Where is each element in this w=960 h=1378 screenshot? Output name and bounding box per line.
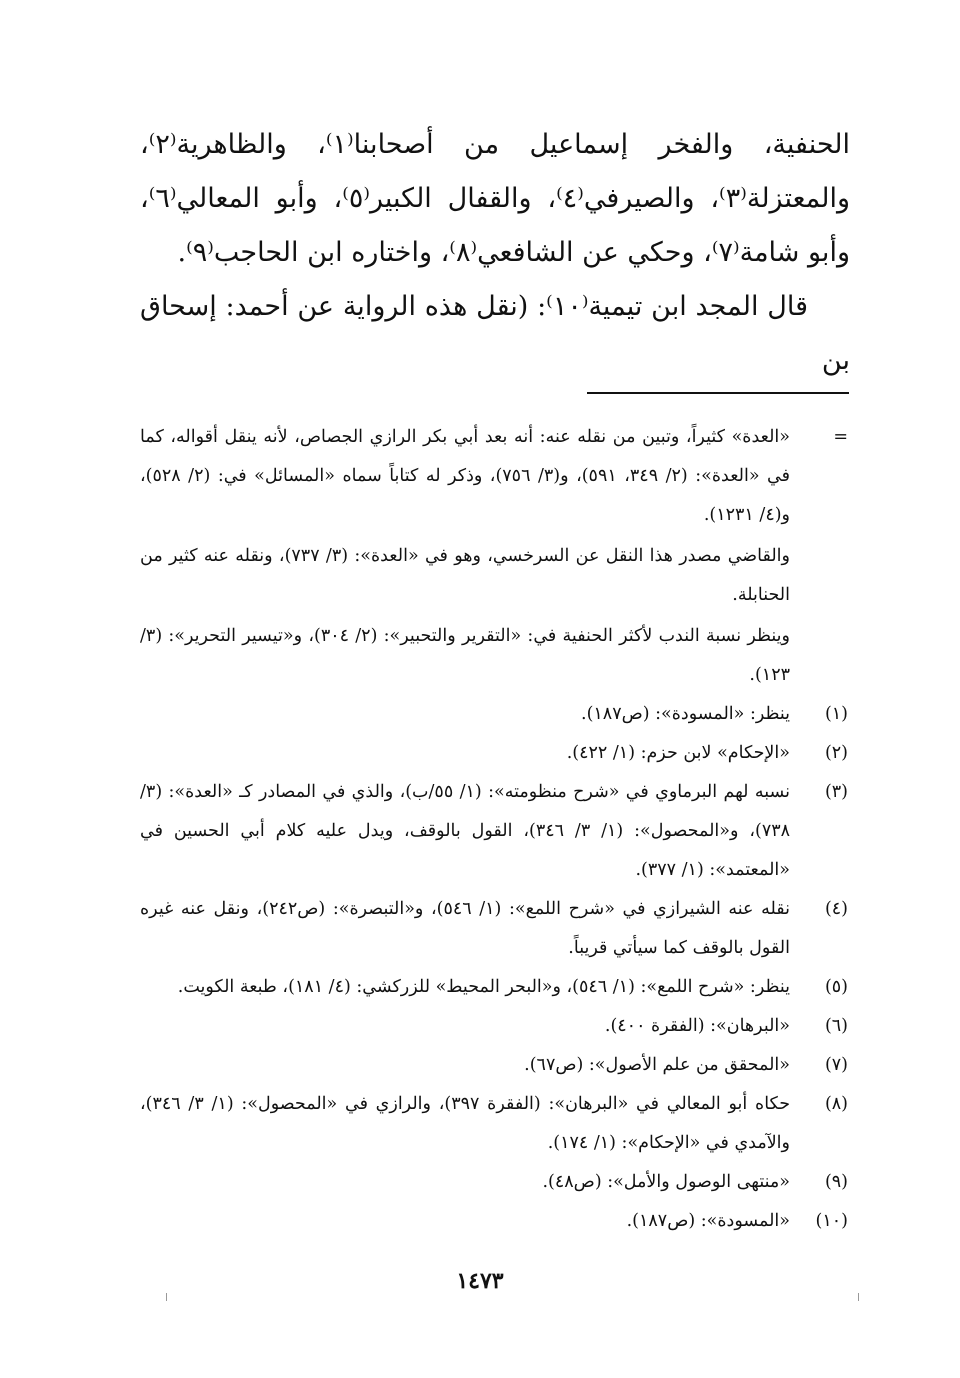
continuation-paragraph: وينظر نسبة الندب لأكثر الحنفية في: «التقرير والتحبير»: (٢/ ٣٠٤)، و«تيسير التحرير»: (٣/ ١٢٣). xyxy=(140,626,790,685)
footnote-number: (٦) xyxy=(824,1016,848,1036)
footnote-number: (٧) xyxy=(824,1055,848,1075)
footnote-number: (٩) xyxy=(824,1172,848,1192)
footnote-text: حكاه أبو المعالي في «البرهان»: (الفقرة ٣٩٧)، والرازي في «المحصول»: (١/ ٣/ ٣٤٦)، والآمدي في «الإحكام»: (١/ ١٧٤). xyxy=(140,1094,791,1153)
footnote-item xyxy=(140,734,852,773)
footnote-text: «البرهان»: (الفقرة ٤٠٠). xyxy=(604,1016,790,1036)
footnote-text: نقله عنه الشيرازي في «شرح اللمع»: (١/ ٥٤٦)، و«التبصرة»: (ص٢٤٢)، ونقل عنه غيره القول بالوقف كما سيأتي قريباً. xyxy=(140,899,790,958)
footnote-number: (٨) xyxy=(824,1094,848,1114)
footnote-item xyxy=(140,695,852,734)
continuation-marker: = xyxy=(833,427,848,447)
footnote-separator xyxy=(587,392,849,394)
footnote-text: ينظر: «المسودة»: (ص١٨٧). xyxy=(581,704,790,724)
footnote-item xyxy=(140,1007,852,1046)
footnote-text: «المسودة»: (ص١٨٧). xyxy=(626,1211,790,1231)
footnote-text: «الإحكام» لابن حزم: (١/ ٤٢٢). xyxy=(566,743,790,763)
footnote-text: «المحقق من علم الأصول»: (ص٦٧). xyxy=(524,1055,790,1075)
footnote-item xyxy=(140,773,852,890)
continuation-paragraph: «العدة» كثيراً، وتبين من نقله عنه: أنه بعد أبي بكر الرازي الجصاص، لأنه ينقل أقواله، كما في «العدة»: (٢/ ٣٤٩، ٥٩١)، و(٣/ ٧٥٦)، وذكر له كتاباً سماه «المسائل» في: (٢/ ٥٢٨)، و(٤/ ١٢٣١). xyxy=(140,427,790,525)
page-number: ١٤٧٣ xyxy=(456,1268,504,1294)
footnote-item xyxy=(140,1046,852,1085)
main-text xyxy=(140,118,850,388)
footnote-item xyxy=(140,890,852,968)
footnote-text: نسبه لهم البرماوي في «شرح منظومته»: (١/ ٥٥/ب)، والذي في المصادر كـ «العدة»: (٣/ ٧٣٨)، و«المحصول»: (١/ ٣/ ٣٤٦)، القول بالوقف، ويدل عليه كلام أبي الحسين في «المعتمد»: (١/ ٣٧٧). xyxy=(140,782,791,880)
footnote-continuation xyxy=(140,418,852,695)
footnote-item xyxy=(140,1202,852,1241)
footnote-number: (٢) xyxy=(824,743,848,763)
footnotes xyxy=(140,418,852,1241)
main-paragraph-2: قال المجد ابن تيمية⁽١٠⁾: (نقل هذه الرواية عن أحمد: إسحاق بن xyxy=(140,291,850,376)
scan-mark xyxy=(166,1293,167,1301)
footnote-number: (١٠) xyxy=(815,1211,848,1231)
footnote-number: (٣) xyxy=(824,782,848,802)
continuation-paragraph: والقاضي مصدر هذا النقل عن السرخسي، وهو في «العدة»: (٣/ ٧٣٧)، ونقله عنه كثير من الحنابلة. xyxy=(140,546,790,605)
footnote-number: (٤) xyxy=(824,899,848,919)
footnote-item xyxy=(140,1163,852,1202)
footnote-item xyxy=(140,968,852,1007)
footnote-item xyxy=(140,1085,852,1163)
footnote-text: ينظر: «شرح اللمع»: (١/ ٥٤٦)، و«البحر المحيط» للزركشي: (٤/ ١٨١)، طبعة الكويت. xyxy=(177,977,790,997)
footnote-text: «منتهى الوصول والأمل»: (ص٤٨). xyxy=(542,1172,790,1192)
footnote-number: (٥) xyxy=(824,977,848,997)
scan-mark xyxy=(858,1293,859,1301)
main-paragraph-1: الحنفية، والفخر إسماعيل من أصحابنا⁽١⁾، والظاهرية⁽٢⁾، والمعتزلة⁽٣⁾، والصيرفي⁽٤⁾، والقفال الكبير⁽٥⁾، وأبو المعالي⁽٦⁾، وأبو شامة⁽٧⁾، وحكي عن الشافعي⁽٨⁾، واختاره ابن الحاجب⁽٩⁾. xyxy=(140,129,850,268)
footnote-number: (١) xyxy=(824,704,848,724)
